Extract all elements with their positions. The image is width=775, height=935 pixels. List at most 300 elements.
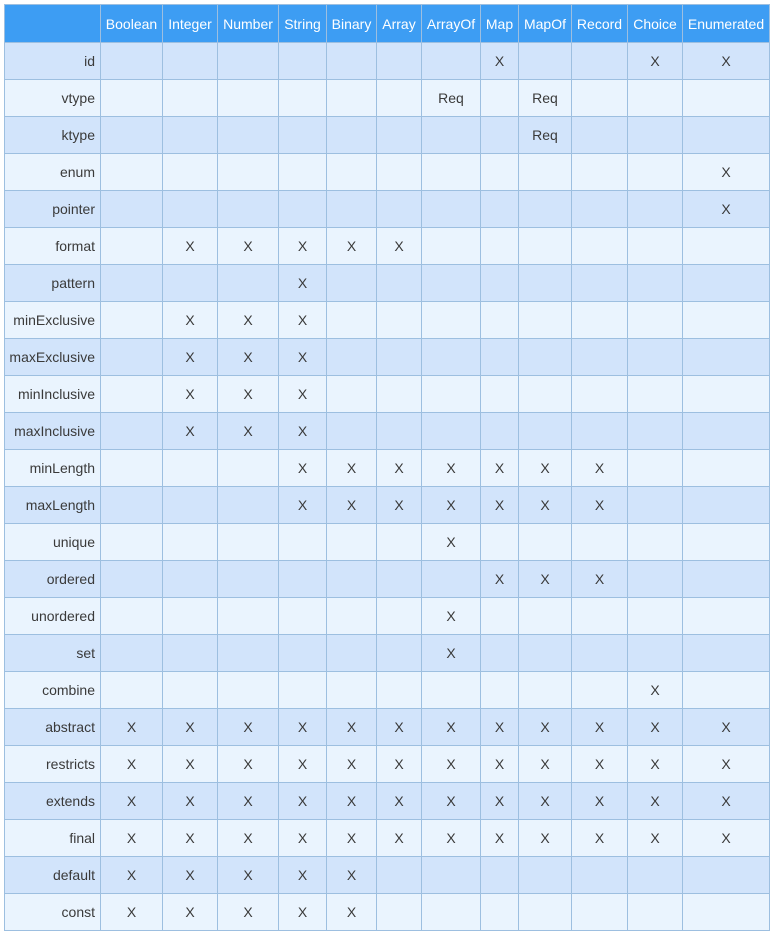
table-cell: [218, 487, 279, 524]
table-row: [5, 191, 770, 228]
table-cell: [572, 80, 628, 117]
table-cell: X: [279, 228, 327, 265]
column-header-map: Map: [481, 5, 519, 43]
table-cell: [279, 117, 327, 154]
table-cell: X: [327, 857, 377, 894]
table-cell: [572, 302, 628, 339]
table-cell: [163, 487, 218, 524]
table-cell: [377, 302, 422, 339]
table-cell: [377, 117, 422, 154]
table-cell: [218, 154, 279, 191]
table-cell: [572, 376, 628, 413]
table-row: [5, 857, 770, 894]
table-cell: [327, 598, 377, 635]
row-label: const: [5, 894, 101, 931]
table-cell: X: [519, 820, 572, 857]
table-cell: [327, 672, 377, 709]
table-cell: [683, 598, 770, 635]
table-row: [5, 154, 770, 191]
table-cell: [163, 524, 218, 561]
table-cell: X: [279, 450, 327, 487]
table-cell: [481, 228, 519, 265]
table-cell: X: [163, 894, 218, 931]
table-cell: X: [481, 783, 519, 820]
column-header-record: Record: [572, 5, 628, 43]
table-cell: [279, 191, 327, 228]
table-cell: [572, 228, 628, 265]
table-cell: X: [279, 820, 327, 857]
table-cell: X: [422, 783, 481, 820]
table-cell: Req: [519, 117, 572, 154]
table-cell: [101, 376, 163, 413]
table-cell: [377, 561, 422, 598]
table-cell: [101, 561, 163, 598]
table-cell: X: [163, 783, 218, 820]
table-cell: X: [327, 783, 377, 820]
table-cell: [327, 561, 377, 598]
table-cell: X: [163, 339, 218, 376]
table-cell: [101, 598, 163, 635]
table-cell: X: [519, 746, 572, 783]
table-cell: [377, 376, 422, 413]
row-label: ktype: [5, 117, 101, 154]
table-cell: X: [377, 487, 422, 524]
table-row: [5, 80, 770, 117]
row-label: pointer: [5, 191, 101, 228]
row-label: minLength: [5, 450, 101, 487]
table-row: [5, 413, 770, 450]
table-cell: X: [163, 820, 218, 857]
table-row: [5, 783, 770, 820]
table-body: [5, 43, 770, 931]
table-cell: [572, 413, 628, 450]
table-cell: [422, 339, 481, 376]
column-header-mapof: MapOf: [519, 5, 572, 43]
row-label: minExclusive: [5, 302, 101, 339]
table-cell: [279, 524, 327, 561]
table-cell: [327, 80, 377, 117]
table-cell: [519, 524, 572, 561]
table-cell: X: [683, 154, 770, 191]
table-cell: [519, 635, 572, 672]
row-label: maxLength: [5, 487, 101, 524]
table-cell: X: [481, 820, 519, 857]
row-label: extends: [5, 783, 101, 820]
table-cell: [481, 154, 519, 191]
table-cell: X: [628, 746, 683, 783]
table-cell: X: [683, 783, 770, 820]
table-cell: [481, 80, 519, 117]
table-cell: X: [218, 894, 279, 931]
row-label: final: [5, 820, 101, 857]
table-cell: [163, 191, 218, 228]
table-cell: [163, 635, 218, 672]
table-cell: X: [683, 191, 770, 228]
table-cell: [683, 339, 770, 376]
table-cell: [377, 80, 422, 117]
type-options-table: [4, 4, 770, 931]
row-label: abstract: [5, 709, 101, 746]
table-cell: [218, 265, 279, 302]
table-cell: [683, 524, 770, 561]
table-cell: X: [377, 709, 422, 746]
table-cell: [628, 450, 683, 487]
table-cell: [572, 672, 628, 709]
table-cell: [481, 265, 519, 302]
table-cell: [628, 265, 683, 302]
table-cell: [101, 487, 163, 524]
table-cell: [101, 635, 163, 672]
row-label: unique: [5, 524, 101, 561]
table-cell: X: [572, 709, 628, 746]
table-cell: [519, 672, 572, 709]
table-cell: [481, 635, 519, 672]
table-cell: [422, 228, 481, 265]
table-cell: X: [218, 376, 279, 413]
table-cell: X: [327, 894, 377, 931]
column-header-boolean: Boolean: [101, 5, 163, 43]
table-cell: [327, 117, 377, 154]
table-cell: [327, 635, 377, 672]
table-cell: [628, 191, 683, 228]
table-row: [5, 746, 770, 783]
header-row: [5, 5, 770, 43]
table-cell: X: [101, 894, 163, 931]
table-row: [5, 672, 770, 709]
table-cell: [218, 80, 279, 117]
table-cell: [628, 413, 683, 450]
table-cell: X: [163, 413, 218, 450]
table-cell: [422, 117, 481, 154]
row-label: minInclusive: [5, 376, 101, 413]
table-cell: X: [628, 709, 683, 746]
table-cell: X: [327, 820, 377, 857]
table-row: [5, 376, 770, 413]
table-cell: X: [683, 43, 770, 80]
row-label: unordered: [5, 598, 101, 635]
table-cell: [422, 894, 481, 931]
table-cell: [327, 302, 377, 339]
row-label: format: [5, 228, 101, 265]
table-cell: [422, 265, 481, 302]
table-cell: [279, 672, 327, 709]
table-cell: [101, 524, 163, 561]
table-cell: [422, 672, 481, 709]
table-cell: X: [279, 783, 327, 820]
table-cell: X: [422, 746, 481, 783]
table-cell: X: [519, 709, 572, 746]
table-cell: [163, 561, 218, 598]
table-cell: X: [422, 450, 481, 487]
table-cell: [519, 265, 572, 302]
column-header-enumerated: Enumerated: [683, 5, 770, 43]
table-cell: X: [683, 709, 770, 746]
row-label: set: [5, 635, 101, 672]
table-cell: [163, 117, 218, 154]
column-header-integer: Integer: [163, 5, 218, 43]
table-row: [5, 524, 770, 561]
table-cell: [572, 339, 628, 376]
table-cell: [327, 43, 377, 80]
table-cell: X: [101, 709, 163, 746]
row-label: vtype: [5, 80, 101, 117]
table-cell: [163, 450, 218, 487]
table-cell: X: [279, 376, 327, 413]
table-cell: [101, 265, 163, 302]
table-cell: X: [422, 709, 481, 746]
table-cell: X: [279, 857, 327, 894]
table-cell: [327, 376, 377, 413]
table-cell: [628, 524, 683, 561]
table-cell: X: [572, 487, 628, 524]
table-cell: [422, 43, 481, 80]
table-cell: X: [163, 709, 218, 746]
row-label: combine: [5, 672, 101, 709]
table-cell: X: [422, 820, 481, 857]
table-cell: [481, 413, 519, 450]
row-label: default: [5, 857, 101, 894]
table-cell: X: [519, 561, 572, 598]
column-header-arrayof: ArrayOf: [422, 5, 481, 43]
table-cell: [377, 413, 422, 450]
table-row: [5, 598, 770, 635]
table-cell: [572, 265, 628, 302]
table-cell: [163, 43, 218, 80]
row-label: id: [5, 43, 101, 80]
table-row: [5, 894, 770, 931]
table-container: [4, 4, 770, 931]
table-cell: [481, 598, 519, 635]
table-cell: [628, 598, 683, 635]
table-row: [5, 487, 770, 524]
table-cell: X: [628, 783, 683, 820]
table-cell: [628, 339, 683, 376]
table-cell: [519, 302, 572, 339]
table-row: [5, 820, 770, 857]
row-label: ordered: [5, 561, 101, 598]
table-cell: [279, 43, 327, 80]
table-cell: [481, 857, 519, 894]
table-cell: [628, 376, 683, 413]
table-cell: [218, 191, 279, 228]
table-cell: X: [481, 709, 519, 746]
table-cell: [572, 117, 628, 154]
table-cell: [327, 413, 377, 450]
table-cell: [572, 191, 628, 228]
table-cell: [422, 561, 481, 598]
table-cell: X: [279, 339, 327, 376]
table-cell: X: [218, 820, 279, 857]
table-cell: X: [422, 635, 481, 672]
table-cell: X: [218, 709, 279, 746]
table-cell: [481, 376, 519, 413]
table-cell: [377, 191, 422, 228]
table-cell: [218, 43, 279, 80]
table-cell: [628, 117, 683, 154]
table-cell: [422, 302, 481, 339]
table-cell: [519, 894, 572, 931]
table-cell: [377, 43, 422, 80]
table-cell: X: [683, 820, 770, 857]
table-cell: X: [218, 413, 279, 450]
table-cell: X: [218, 228, 279, 265]
table-cell: X: [481, 450, 519, 487]
table-cell: [377, 894, 422, 931]
table-row: [5, 635, 770, 672]
table-cell: [279, 598, 327, 635]
table-cell: [519, 376, 572, 413]
table-cell: [572, 43, 628, 80]
table-cell: X: [163, 302, 218, 339]
table-cell: [218, 117, 279, 154]
column-header-binary: Binary: [327, 5, 377, 43]
table-cell: [481, 191, 519, 228]
row-label: restricts: [5, 746, 101, 783]
table-cell: X: [377, 450, 422, 487]
table-cell: [101, 154, 163, 191]
table-cell: [377, 857, 422, 894]
table-cell: [519, 228, 572, 265]
table-cell: X: [218, 783, 279, 820]
table-cell: [163, 80, 218, 117]
table-cell: X: [481, 561, 519, 598]
table-cell: [377, 598, 422, 635]
table-cell: Req: [422, 80, 481, 117]
table-row: [5, 561, 770, 598]
table-cell: X: [422, 487, 481, 524]
table-cell: X: [628, 820, 683, 857]
table-row: [5, 117, 770, 154]
table-header: [5, 5, 770, 43]
table-cell: [683, 450, 770, 487]
table-cell: [628, 80, 683, 117]
table-cell: X: [218, 746, 279, 783]
table-cell: X: [481, 487, 519, 524]
table-cell: [481, 894, 519, 931]
column-header-choice: Choice: [628, 5, 683, 43]
table-cell: [519, 191, 572, 228]
table-cell: [572, 894, 628, 931]
column-header-number: Number: [218, 5, 279, 43]
table-cell: [628, 487, 683, 524]
table-cell: X: [422, 524, 481, 561]
table-cell: [279, 80, 327, 117]
table-row: [5, 265, 770, 302]
table-cell: [377, 265, 422, 302]
table-cell: [327, 265, 377, 302]
table-cell: X: [377, 746, 422, 783]
table-cell: [101, 450, 163, 487]
table-cell: [101, 80, 163, 117]
table-cell: X: [163, 746, 218, 783]
table-cell: [628, 228, 683, 265]
table-cell: X: [218, 857, 279, 894]
table-cell: X: [327, 487, 377, 524]
table-cell: X: [101, 857, 163, 894]
table-cell: [327, 154, 377, 191]
table-cell: X: [628, 672, 683, 709]
table-cell: X: [519, 450, 572, 487]
column-header-string: String: [279, 5, 327, 43]
table-cell: [327, 339, 377, 376]
table-cell: [101, 672, 163, 709]
table-cell: X: [327, 746, 377, 783]
table-cell: X: [101, 820, 163, 857]
table-cell: [279, 154, 327, 191]
table-cell: [279, 635, 327, 672]
table-cell: [218, 450, 279, 487]
row-label: maxInclusive: [5, 413, 101, 450]
table-cell: [481, 339, 519, 376]
table-cell: X: [279, 302, 327, 339]
table-cell: [377, 524, 422, 561]
table-cell: [683, 302, 770, 339]
table-cell: [163, 598, 218, 635]
table-cell: X: [101, 746, 163, 783]
table-row: [5, 228, 770, 265]
table-cell: X: [377, 820, 422, 857]
table-cell: [519, 857, 572, 894]
table-cell: [683, 561, 770, 598]
table-cell: X: [422, 598, 481, 635]
table-cell: [683, 376, 770, 413]
row-label: maxExclusive: [5, 339, 101, 376]
table-cell: X: [327, 450, 377, 487]
table-cell: X: [279, 746, 327, 783]
table-cell: [218, 561, 279, 598]
table-row: [5, 302, 770, 339]
table-row: [5, 339, 770, 376]
table-cell: X: [218, 302, 279, 339]
table-cell: [101, 117, 163, 154]
column-header-array: Array: [377, 5, 422, 43]
table-cell: [519, 339, 572, 376]
corner-header: [5, 5, 101, 43]
table-cell: [519, 598, 572, 635]
table-cell: X: [279, 265, 327, 302]
table-cell: [218, 635, 279, 672]
table-cell: [628, 857, 683, 894]
table-cell: [163, 265, 218, 302]
table-cell: [377, 339, 422, 376]
table-cell: [377, 672, 422, 709]
table-row: [5, 450, 770, 487]
table-cell: X: [327, 709, 377, 746]
table-cell: X: [163, 228, 218, 265]
table-cell: X: [218, 339, 279, 376]
table-cell: [422, 154, 481, 191]
table-cell: [683, 228, 770, 265]
table-cell: [628, 561, 683, 598]
table-cell: X: [377, 783, 422, 820]
table-cell: X: [519, 783, 572, 820]
table-cell: [519, 43, 572, 80]
row-label: pattern: [5, 265, 101, 302]
table-cell: [101, 413, 163, 450]
table-cell: [163, 672, 218, 709]
table-cell: [327, 191, 377, 228]
table-cell: [683, 635, 770, 672]
table-cell: X: [163, 857, 218, 894]
table-cell: X: [572, 746, 628, 783]
table-cell: [422, 191, 481, 228]
table-cell: [519, 413, 572, 450]
table-cell: [572, 524, 628, 561]
table-cell: [422, 857, 481, 894]
table-cell: X: [279, 894, 327, 931]
table-cell: X: [481, 43, 519, 80]
table-cell: [377, 635, 422, 672]
